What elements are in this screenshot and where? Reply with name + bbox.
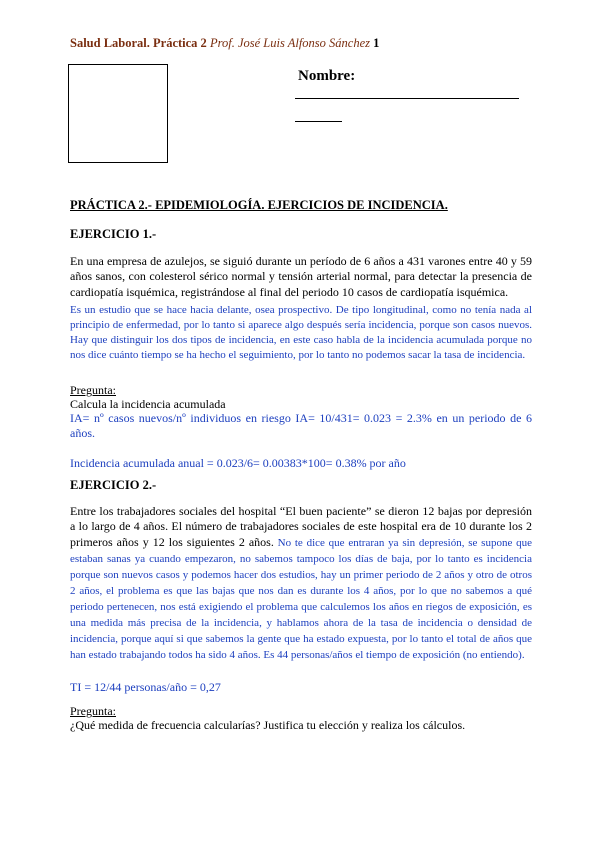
exercise2-heading: EJERCICIO 2.- [70, 478, 157, 492]
photo-box [68, 64, 168, 163]
exercise2-text [70, 504, 532, 663]
exercise1-heading: EJERCICIO 1.- [70, 227, 157, 241]
page-number: 1 [370, 36, 380, 50]
course-title: Salud Laboral. Práctica 2 [70, 36, 207, 50]
exercise2-question-label: Pregunta: [70, 704, 116, 718]
name-line [295, 98, 519, 99]
exercise1-question-label: Pregunta: [70, 383, 116, 397]
exercise1-question: Calcula la incidencia acumulada [70, 397, 226, 411]
page-header [70, 36, 379, 51]
name-line-continuation [295, 121, 342, 122]
name-label: Nombre: [298, 68, 356, 84]
exercise2-question: ¿Qué medida de frecuencia calcularías? Justifica tu elección y realiza los cálculos. [70, 718, 466, 732]
exercise2-answer-note: No te dice que entraran ya sin depresión, se supone que estaban sanas ya cuando empezaron, no sabemos tampoco los días de baja, por lo tanto es incidencia porque son nuevos casos y podemos hacer dos estudios, hay un primer periodo de 2 años y otro de otros 2 años, el problema es que las bajas que nos dan es durante los 4 años, por lo que no sabemos a qué periodo pertenecen, nos está exigiendo el problema que calculemos los años en riegos de exposición, es una medida más precisa de la incidencia, y hablamos ahora de la tasa de incidencia o densidad de incidencia, porque aquí si que sabemos la gente que ha estado expuesta, por lo tanto el total de años que han estado trabajando todos ha sido 4 años. Es 44 personas/años el tiempo de exposición (no entiendo). [70, 536, 532, 661]
exercise2-statement: Entre los trabajadores sociales del hospital “El buen paciente” se dieron 12 bajas por depresión a lo largo de 4 años. El número de trabajadores sociales de este hospital era de 10 durante los 2 primeros años y 12 los siguientes 2 años. [70, 504, 532, 549]
exercise1-answer-note: Es un estudio que se hace hacia delante, osea prospectivo. De tipo longitudinal, como no tenía nada al principio de enfermedad, por lo tanto si aparece algo después sería incidencia, porque son casos nuevos. Hay que distinguir los dos tipos de incidencia, en este caso habla de la incidencia acumulada porque no nos dice cuánto tiempo se ha hecho el seguimiento, por lo tanto no podemos sacar la tasa de incidencia. [70, 304, 532, 361]
exercise1-answer-calc: IA= nº casos nuevos/nº individuos en riesgo IA= 10/431= 0.023 = 2.3% en un periodo de 6 años. [70, 411, 532, 441]
exercise2-answer-calc: TI = 12/44 personas/año = 0,27 [70, 680, 221, 694]
document-title: PRÁCTICA 2.- EPIDEMIOLOGÍA. EJERCICIOS DE INCIDENCIA. [70, 198, 448, 212]
exercise1-statement: En una empresa de azulejos, se siguió durante un período de 6 años a 431 varones entre 40 y 59 años sanos, con colesterol sérico normal y tensión arterial normal, para detectar la presencia de cardiopatía isquémica, registrándose al final del periodo 10 casos de cardiopatía isquémica. [70, 254, 532, 299]
exercise1-answer-annual: Incidencia acumulada anual = 0.023/6= 0.00383*100= 0.38% por año [70, 456, 406, 470]
professor-name: Prof. José Luis Alfonso Sánchez [206, 36, 371, 50]
